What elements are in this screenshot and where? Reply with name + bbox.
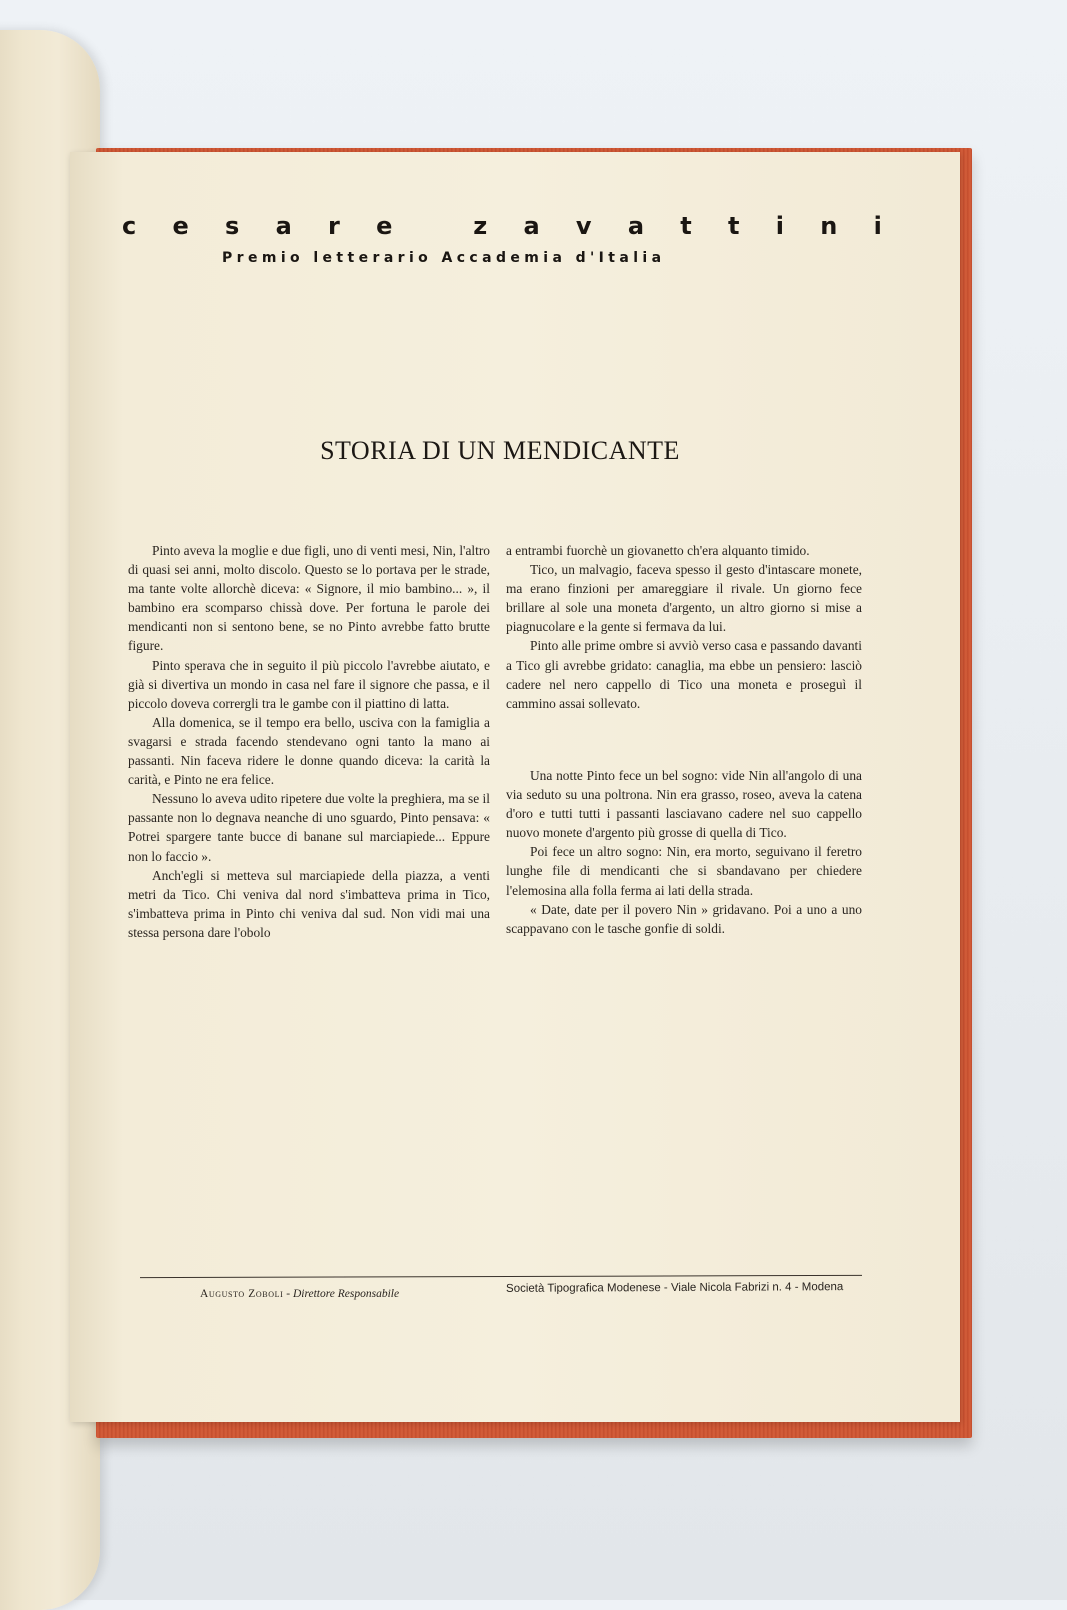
story-title: STORIA DI UN MENDICANTE [320,436,680,465]
footer-director [200,1288,399,1300]
director-role: Direttore Responsabile [292,1288,400,1300]
right-text-column-bottom [506,766,862,938]
paragraph: Anch'egli si metteva sul marciapiede della piazza, a venti metri da Tico. Chi veniva dal nord s'imbatteva prima in Tico, s'imbatteva prima in Pinto chi veniva dal sud. Non vidi mai una stessa persona dare l'obolo [128,867,490,940]
author-letter: e [376,212,393,240]
author-letter: z [473,212,488,240]
author-letter: e [172,212,189,240]
author-letter: i [775,212,784,240]
author-letter: i [873,212,882,240]
director-name: Augusto Zoboli [200,1288,284,1300]
paragraph: Nessuno lo aveva udito ripetere due volte la preghiera, ma se il passante non lo degnava neanche di uno sguardo, Pinto pensava: « Potrei spargere tante bucce di banane sul marciapiede... Eppure non lo faccio ». [128,791,490,864]
paragraph: Alla domenica, se il tempo era bello, usciva con la famiglia a svagarsi e strada facendo stendevano ogni tanto la mano ai passanti. Nin faceva ridere le donne quando diceva: la carità la carità, e Pinto ne era felice. [128,714,490,788]
author-letter: c [122,212,137,240]
author-letter: a [627,212,645,240]
author-letter: a [523,212,540,240]
author-letter: a [275,212,292,240]
author-letter: t [680,212,692,240]
author-letter: r [328,212,340,240]
award-subtitle: Premio letterario Accademia d'Italia [222,250,666,266]
paragraph: a entrambi fuorchè un giovanetto ch'era alquanto timido. [506,543,810,558]
paragraph: Poi fece un altro sogno: Nin, era morto, seguivano il feretro lunghe file di mendicanti che si sbandavano per chiedere l'elemosina alla folla ferma ai lati della strada. [506,844,862,898]
paragraph: Una notte Pinto fece un bel sogno: vide Nin all'angolo di una via seduto su una poltrona. Nin era grasso, roseo, aveva la catena d'oro e tutti tutti i passanti lasciavano cadere nel suo cappello nuovo monete d'argento più grosse di quella di Tico. [506,768,862,841]
paragraph: Pinto aveva la moglie e due figli, uno di venti mesi, Nin, l'altro di quasi sei anni, molto discolo. Questo se lo portava per le strade, ma tante volte allorchè diceva: « Signore, il mio bambino... », il bambino era scomparso chissà dove. Per fortuna le parole dei mendicanti non si sentono bene, se no Pinto avrebbe fatto brutte figure. [128,543,490,654]
author-letter: n [820,212,838,240]
author-letter [429,212,437,240]
author-letter: v [575,212,592,240]
author-name [122,212,882,240]
separator: - [286,1288,293,1300]
author-letter: t [728,212,740,240]
right-text-column-top [506,541,862,713]
author-letter: s [225,212,240,240]
paragraph: Pinto sperava che in seguito il più piccolo l'avrebbe aiutato, e già si divertiva un mondo in casa nel fare il signore che passa, e il piccolo doveva corrergli tra le gambe con il piattino di latta. [128,657,490,711]
paragraph: Pinto alle prime ombre si avviò verso casa e passando davanti a Tico gli avrebbe gridato: canaglia, ma ebbe un pensiero: lasciò cadere nel nero cappello di Tico una moneta e proseguì il cammino assai sollevato. [506,638,862,711]
paragraph: Tico, un malvagio, faceva spesso il gesto d'intascare monete, ma erano finzioni per amareggiare il rivale. Un giorno fece brillare al sole una moneta d'argento, un altro giorno si mise a piagnucolare e la gente si fermava da lui. [506,562,862,635]
footer-printer: Società Tipografica Modenese - Viale Nicola Fabrizi n. 4 - Modena [505,1281,844,1295]
left-text-column [128,541,490,942]
paragraph: « Date, date per il povero Nin » gridavano. Poi a uno a uno scappavano con le tasche gonfie di soldi. [506,901,862,936]
